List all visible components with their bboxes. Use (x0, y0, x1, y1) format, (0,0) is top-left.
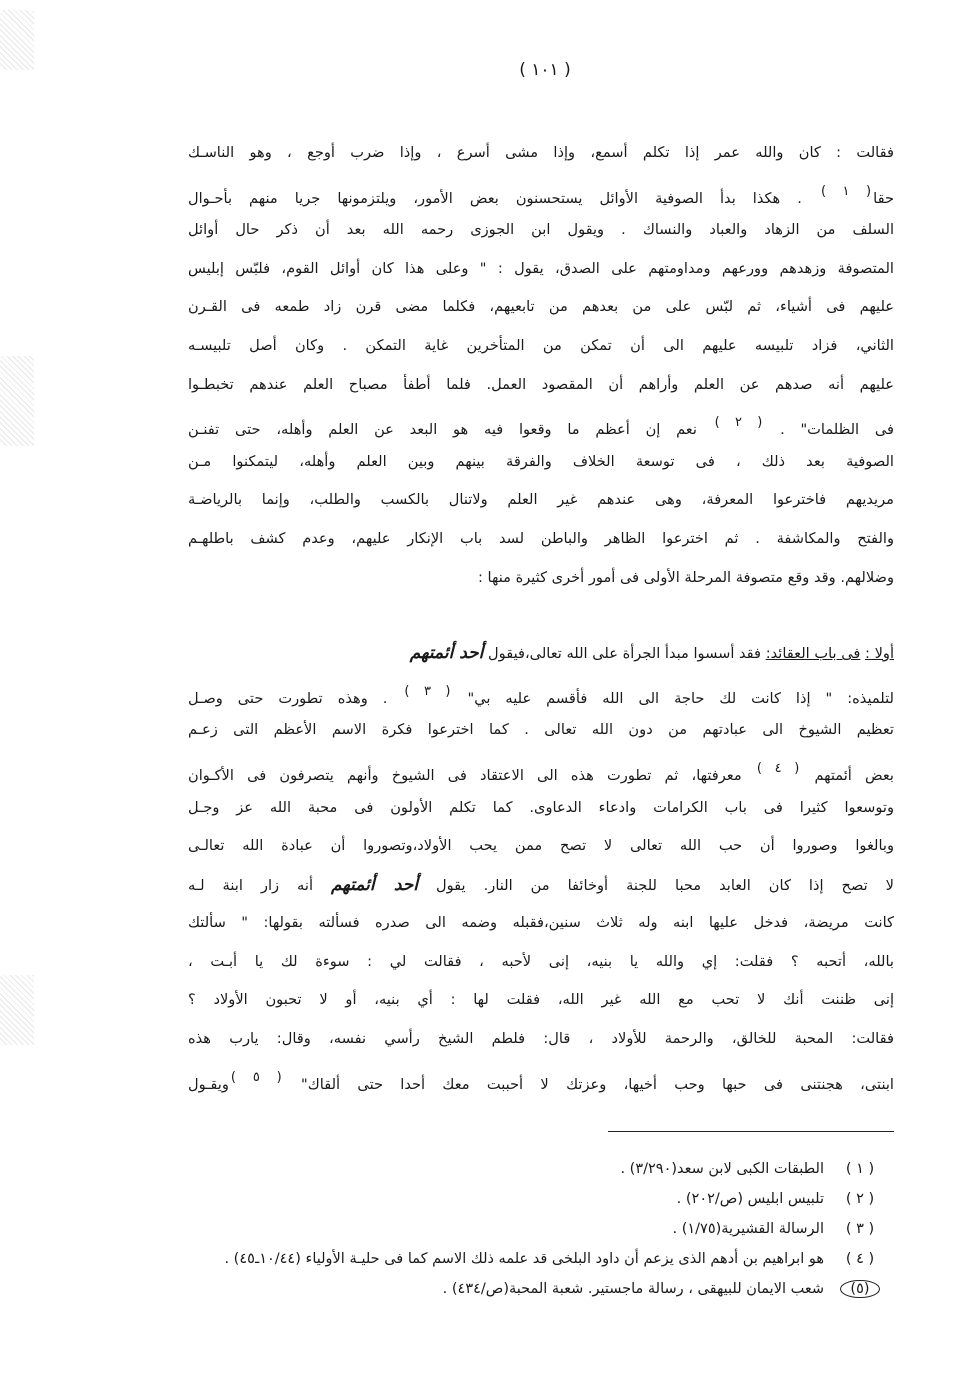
text-line: وتوسعوا كثيرا فى باب الكرامات وادعاء الدعاوى. كما تكلم الأولون فى محبة الله عز وجـل (188, 798, 894, 816)
footnote: ( ١ ) الطبقات الكبى لابن سعد(٣/٢٩٠) . (210, 1156, 896, 1183)
footnote-ref: ( ٢ ) (714, 415, 763, 431)
footnote-ref: ( ٥ ) (230, 1069, 282, 1085)
text-line: حقا( ١ ) . هكذا بدأ الصوفية الأوائل يستحسنون بعض الأمور، ويلتزمونها جريا منهم بأحـوال (188, 183, 894, 207)
scan-speckle-lower (0, 975, 34, 1045)
text-line: المتصوفة وزهدهم وورعهم ومداومتهم على الصدق، يقول : " وعلى هذا كان أوائل القوم، فلبّس إبليس (188, 259, 894, 277)
footnote-separator (608, 1131, 894, 1132)
footnote-number-circled: (٥) (840, 1280, 879, 1298)
text-line: والفتح والمكاشفة . ثم اخترعوا الظاهر والباطن لسد باب الإنكار عليهم، وعدم كشف باطلهـم (188, 529, 894, 547)
text-line: الصوفية بعد ذلك ، فى توسعة الخلاف والفرقة بينهم وبين العلم وأهله، ليتمكنوا مـن (188, 452, 894, 470)
handwritten-insertion: أحد أئمتهم (331, 874, 419, 895)
text-line: عليهم فى أشياء، ثم لبّس على من بعدهم من تابعيهم، فكلما مضى قرن زاد طمعه فى القـرن (188, 298, 894, 316)
footnote-number: ( ٤ ) (845, 1251, 875, 1267)
footnote-number: ( ٣ ) (845, 1221, 875, 1237)
text-line: لا تصح إذا كان العابد محبا للجنة أوخائفا من النار. يقول أحد أئمتهم أنه زار ابنة لـه (188, 874, 894, 895)
footnote: ( ٢ ) تلبيس ابليس (ص/٢٠٢) . (210, 1186, 896, 1213)
footnote-number: ( ١ ) (845, 1161, 875, 1177)
text-line: كانت مريضة، فدخل عليها ابنه وله ثلاث سنين،فقبله وضمه الى صدره فسألته بقولها: " سألتك (188, 914, 894, 932)
footnote: (٥) شعب الايمان للبيهقى ، رسالة ماجستير. شعبة المحبة(ص/٤٣٤) . (210, 1276, 896, 1303)
footnote-number: ( ٢ ) (845, 1191, 875, 1207)
text-line: مريديهم فاخترعوا المعرفة، وهى عندهم غير العلم ولاتنال بالكسب والطلب، وإنما بالرياضـة (188, 491, 894, 509)
handwritten-insertion: أحد أئمتهم (409, 643, 484, 664)
text-line: وبالغوا وصوروا أن حب الله تعالى لا تصح ممن يحب الأولاد،وتصوروا أن عبادة الله تعالـى (188, 837, 894, 855)
text-line: وضلالهم. وقد وقع متصوفة المرحلة الأولى فى أمور أخرى كثيرة منها : (477, 568, 894, 586)
section-heading: أولا : فى باب العقائد: فقد أسسوا مبدأ الجرأة على الله تعالى،فيقول أحد أئمتهم (409, 643, 894, 664)
text-line: بالله، أتحبه ؟ فقلت: إي والله يا بنيه، إنى لأحبه ، فقالت لي : سوءة لك يا أبـت ، (188, 952, 894, 970)
text-line: إنى ظننت أنك لا تحب مع الله غير الله، فقلت لها : أي بنيه، أو لا تحبون الأولاد ؟ (188, 991, 894, 1009)
text-line: لتلميذه: " إذا كانت لك حاجة الى الله فأقسم عليه بي" ( ٣ ) . وهذه تطورت حتى وصـل (188, 683, 894, 707)
text-line: ابنتى، هجنتنى فى حبها وحب أخيها، وعزتك لا أحببت معك أحدا حتى ألقاك" ( ٥ )ويقـول (188, 1069, 894, 1093)
text-line: تعظيم الشيوخ الى عبادتهم من دون الله تعالى . كما اخترعوا فكرة الاسم الأعظم التى زعـم (188, 721, 894, 739)
page-number: ( ١٠١ ) (519, 60, 571, 80)
text-line: عليهم أنه صدهم عن العلم وأراهم أن المقصود العمل. فلما أطفأ مصباح العلم عندهم تخبطـوا (188, 375, 894, 393)
text-line: فقالت: المحبة للخالق، والرحمة للأولاد ، قال: فلطم الشيخ رأسي نفسه، وقال: يارب هذه (188, 1030, 894, 1048)
footnote-ref: ( ٤ ) (756, 760, 800, 776)
footnote-ref: ( ٣ ) (404, 683, 451, 699)
text-line: الثاني، فزاد تلبيسه عليهم الى أن تمكن من المتأخرين غاية التمكن . وكان أصل تلبيسـه (188, 336, 894, 354)
footnote: ( ٤ ) هو ابراهيم بن أدهم الذى يزعم أن داود البلخى قد علمه ذلك الاسم كما فى حليـة الأولياء (١٠/٤٤ـ٤٥) . (210, 1246, 896, 1273)
footnote: ( ٣ ) الرسالة القشيرية(١/٧٥) . (210, 1216, 896, 1243)
scan-speckle-middle (0, 356, 34, 446)
body-text (188, 134, 894, 1097)
text-line: السلف من الزهاد والعباد والنساك . ويقول ابن الجوزى رحمه الله بعد أن ذكر حال أوائل (188, 221, 894, 239)
footnotes (210, 1156, 896, 1306)
text-line: فى الظلمات" . ( ٢ ) نعم إن أعظم ما وقعوا فيه هو البعد عن العلم وأهله، حتى تفنـن (188, 415, 894, 439)
section-ordinal: أولا : (865, 645, 894, 663)
footnote-ref: ( ١ ) (820, 183, 872, 199)
text-line: بعض أئمتهم ( ٤ ) معرفتها، ثم تطورت هذه الى الاعتقاد فى الشيوخ وأنهم يتصرفون فى الأكـوان (188, 760, 894, 784)
text-line: فقالت : كان والله عمر إذا تكلم أسمع، وإذا مشى أسرع ، وإذا ضرب أوجع ، وهو الناسـك (188, 144, 894, 161)
section-topic: فى باب العقائد: (765, 645, 861, 663)
